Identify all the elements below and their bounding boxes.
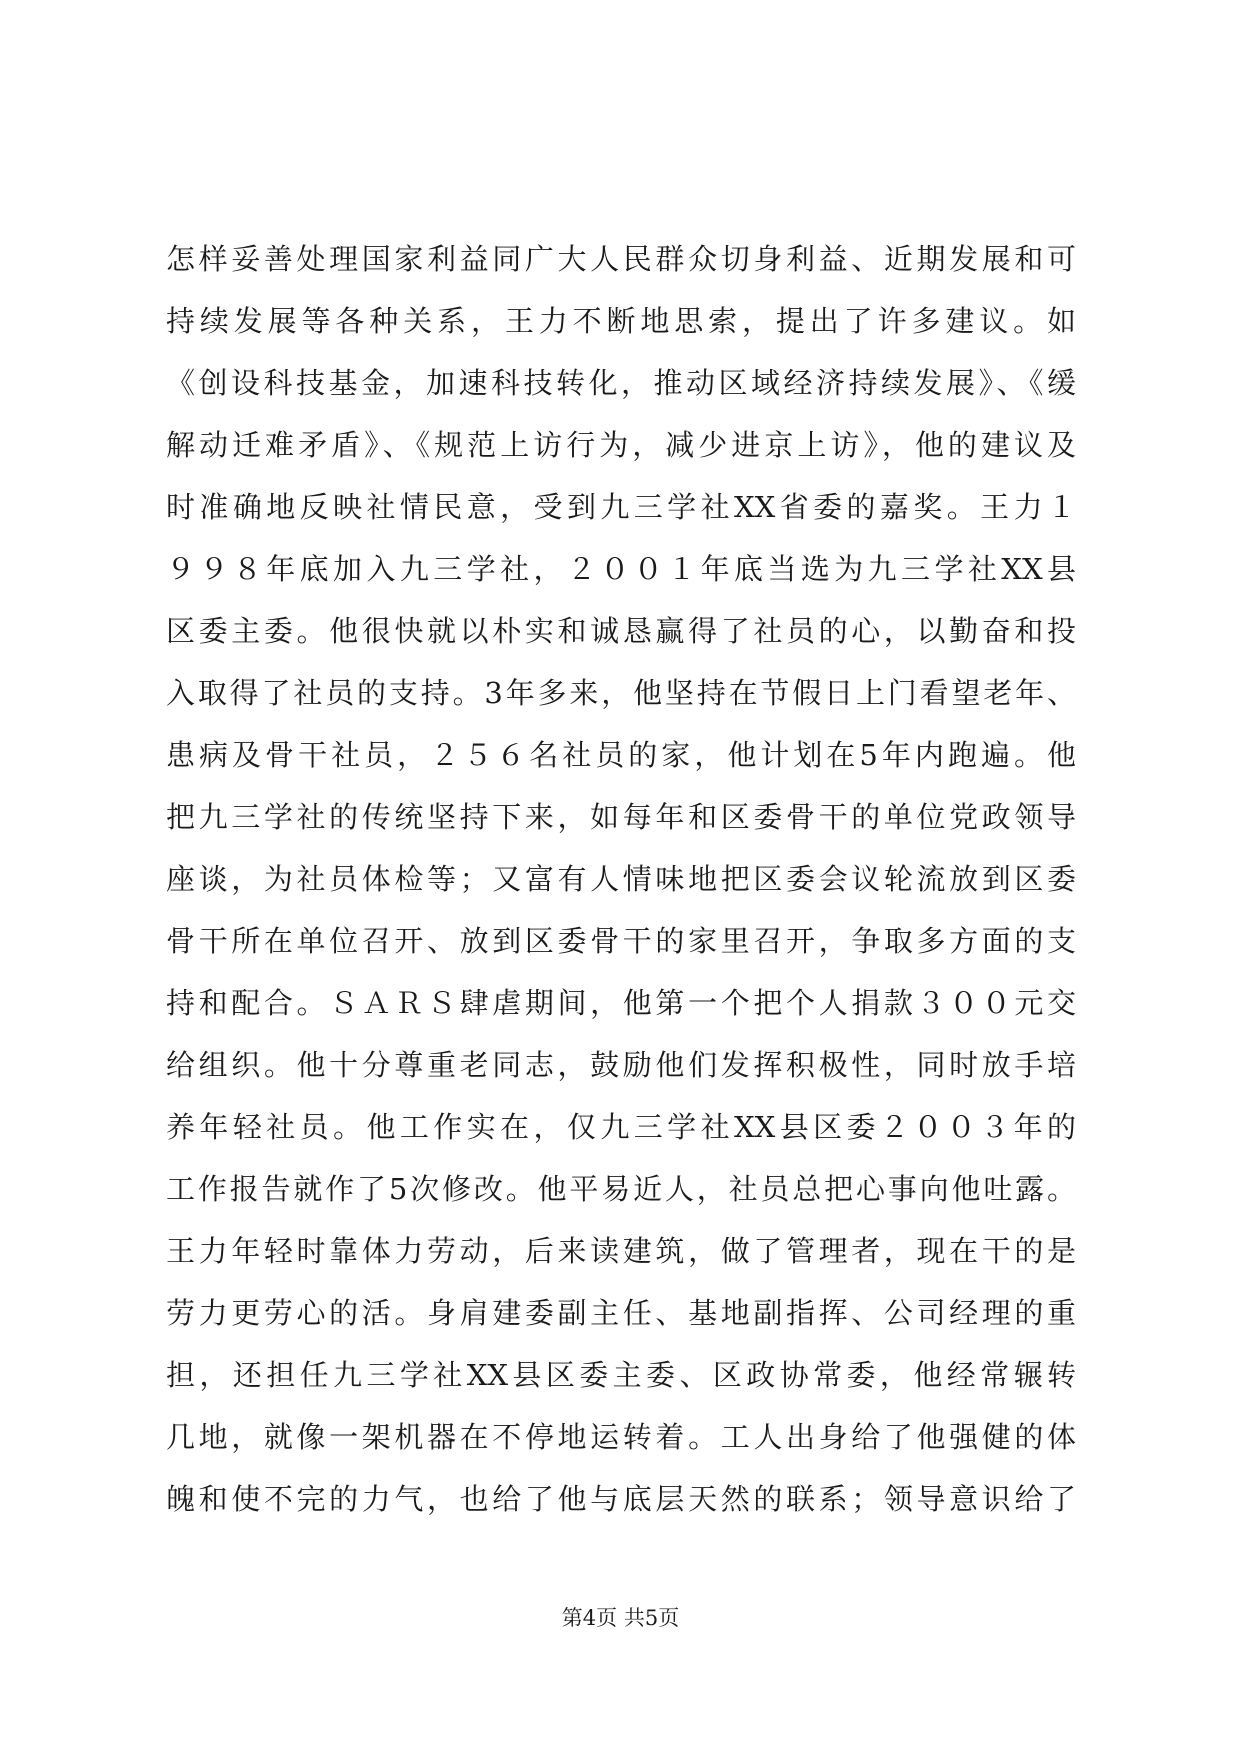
text-line: 解动迁难矛盾》、《规范上访行为，减少进京上访》，他的建议及 bbox=[166, 428, 1076, 462]
text-line: 区委主委。他很快就以朴实和诚恳赢得了社员的心，以勤奋和投 bbox=[166, 614, 1076, 648]
text-line: 把九三学社的传统坚持下来，如每年和区委骨干的单位党政领导 bbox=[166, 800, 1076, 834]
page-number-label: 第4页 共5页 bbox=[561, 1606, 680, 1630]
text-line: 骨干所在单位召开、放到区委骨干的家里召开，争取多方面的支 bbox=[166, 924, 1076, 958]
text-line: 《创设科技基金，加速科技转化，推动区域经济持续发展》、《缓 bbox=[166, 366, 1076, 400]
text-line: 王力年轻时靠体力劳动，后来读建筑，做了管理者，现在干的是 bbox=[166, 1234, 1076, 1268]
text-line: 座谈，为社员体检等；又富有人情味地把区委会议轮流放到区委 bbox=[166, 862, 1076, 896]
text-line: 患病及骨干社员，２５６名社员的家，他计划在5年内跑遍。他 bbox=[166, 738, 1076, 772]
text-line: 入取得了社员的支持。3年多来，他坚持在节假日上门看望老年、 bbox=[166, 676, 1076, 710]
text-line: 几地，就像一架机器在不停地运转着。工人出身给了他强健的体 bbox=[166, 1420, 1076, 1454]
text-line: 养年轻社员。他工作实在，仅九三学社XX县区委２００３年的 bbox=[166, 1110, 1076, 1144]
text-line: 工作报告就作了5次修改。他平易近人，社员总把心事向他吐露。 bbox=[166, 1172, 1076, 1206]
body-text bbox=[166, 228, 1076, 1530]
text-line: 魄和使不完的力气，也给了他与底层天然的联系；领导意识给了 bbox=[166, 1482, 1076, 1516]
text-line: 怎样妥善处理国家利益同广大人民群众切身利益、近期发展和可 bbox=[166, 242, 1076, 276]
text-line: 持续发展等各种关系，王力不断地思索，提出了许多建议。如 bbox=[166, 304, 1076, 338]
text-line: 担，还担任九三学社XX县区委主委、区政协常委，他经常辗转 bbox=[166, 1358, 1076, 1392]
text-line: 持和配合。ＳＡＲＳ肆虐期间，他第一个把个人捐款３００元交 bbox=[166, 986, 1076, 1020]
text-line: 劳力更劳心的活。身肩建委副主任、基地副指挥、公司经理的重 bbox=[166, 1296, 1076, 1330]
page-footer bbox=[0, 1604, 1241, 1632]
text-line: ９９８年底加入九三学社，２００１年底当选为九三学社XX县 bbox=[166, 552, 1076, 586]
text-line: 时准确地反映社情民意，受到九三学社XX省委的嘉奖。王力１ bbox=[166, 490, 1076, 524]
text-line: 给组织。他十分尊重老同志，鼓励他们发挥积极性，同时放手培 bbox=[166, 1048, 1076, 1082]
